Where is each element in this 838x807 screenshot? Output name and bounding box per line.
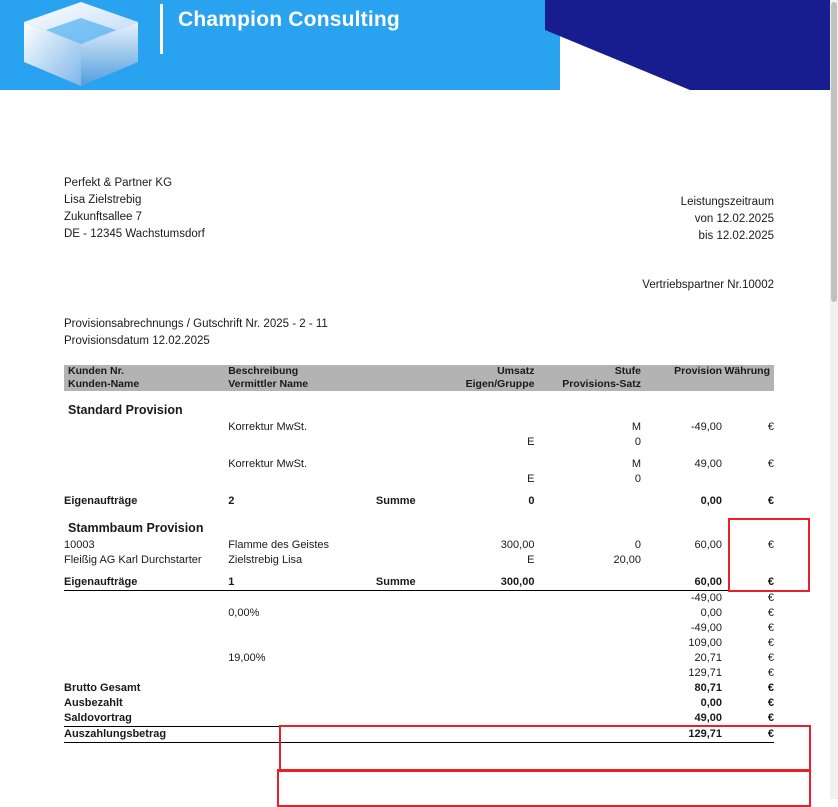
final-currency: € bbox=[767, 682, 774, 694]
section-title-row bbox=[64, 509, 774, 538]
totals-amount: -49,00 bbox=[690, 592, 723, 604]
cell-kunden-nr: 10003 bbox=[64, 539, 95, 551]
recipient-address bbox=[64, 175, 205, 243]
header-navy-chevron bbox=[545, 0, 838, 90]
totals-currency: € bbox=[767, 592, 774, 604]
spacer-cell bbox=[64, 568, 774, 575]
totals-blank-2 bbox=[435, 591, 534, 607]
final-blank-4 bbox=[534, 711, 641, 727]
totals-blank-3 bbox=[534, 651, 641, 666]
recipient-line-4: DE - 12345 Wachstumsdorf bbox=[64, 228, 205, 240]
totals-label bbox=[64, 621, 228, 636]
table-body bbox=[64, 391, 774, 743]
cell-provision: 49,00 bbox=[694, 458, 723, 470]
cell-beschreibung: Flamme des Geistes bbox=[228, 539, 330, 551]
totals-label bbox=[64, 651, 228, 666]
cell-beschreibung bbox=[228, 472, 376, 487]
totals-blank bbox=[376, 666, 435, 681]
th-umsatz: Umsatz bbox=[435, 365, 534, 378]
cell-waehrung: € bbox=[767, 539, 774, 551]
cell-kunden-nr bbox=[64, 457, 228, 472]
totals-label bbox=[64, 591, 228, 607]
totals-blank bbox=[376, 651, 435, 666]
cell-vermittler-name: Zielstrebig Lisa bbox=[228, 554, 303, 566]
section-title-standard: Standard Provision bbox=[68, 403, 183, 417]
cell-provision: 60,00 bbox=[694, 539, 723, 551]
final-label: Auszahlungsbetrag bbox=[64, 727, 228, 743]
summary-provision: 60,00 bbox=[641, 575, 722, 591]
cell-beschreibung bbox=[228, 435, 376, 450]
cell-blank bbox=[376, 420, 435, 435]
final-currency: € bbox=[722, 711, 774, 727]
cell-umsatz bbox=[435, 457, 534, 472]
table-row bbox=[64, 435, 774, 450]
totals-currency: € bbox=[767, 607, 774, 619]
cell-provision bbox=[641, 435, 722, 450]
summary-count: 2 bbox=[228, 495, 235, 507]
th-kunden-name: Kunden-Name bbox=[64, 378, 228, 391]
totals-amount: 109,00 bbox=[688, 637, 723, 649]
section-title-row bbox=[64, 391, 774, 420]
th-beschreibung: Beschreibung bbox=[228, 365, 376, 378]
cell-provisions-satz: 20,00 bbox=[613, 554, 641, 566]
final-row-auszahlungsbetrag bbox=[64, 727, 774, 743]
cell-kunden-name: Fleißig AG Karl Durchstarter bbox=[64, 554, 202, 566]
totals-label bbox=[64, 606, 228, 621]
cell-blank bbox=[376, 435, 435, 450]
totals-row bbox=[64, 621, 774, 636]
summary-provision: 0,00 bbox=[700, 495, 723, 507]
final-amount: 0,00 bbox=[700, 697, 723, 709]
partner-number: Vertriebspartner Nr.10002 bbox=[642, 279, 774, 291]
th-vermittler-name: Vermittler Name bbox=[228, 378, 376, 391]
cell-beschreibung: Korrektur MwSt. bbox=[228, 458, 308, 470]
totals-label bbox=[64, 636, 228, 651]
cell-provision bbox=[641, 472, 722, 487]
totals-currency: € bbox=[767, 622, 774, 634]
summary-sum-label: Summe bbox=[375, 495, 416, 507]
cell-waehrung bbox=[722, 472, 774, 487]
totals-amount: 129,71 bbox=[688, 667, 723, 679]
summary-label: Eigenaufträge bbox=[64, 495, 138, 507]
cell-blank bbox=[376, 538, 435, 553]
summary-empty bbox=[534, 494, 641, 509]
th-kunden-nr: Kunden Nr. bbox=[64, 365, 228, 378]
totals-blank-3 bbox=[534, 606, 641, 621]
summary-count: 1 bbox=[228, 575, 376, 591]
totals-rate bbox=[228, 621, 376, 636]
final-blank-2 bbox=[376, 696, 435, 711]
spacer-cell bbox=[64, 487, 774, 494]
table-row bbox=[64, 553, 774, 568]
totals-rate bbox=[228, 636, 376, 651]
cell-kunden-nr bbox=[64, 472, 228, 487]
totals-blank bbox=[376, 621, 435, 636]
totals-blank-2 bbox=[435, 606, 534, 621]
summary-label: Eigenaufträge bbox=[64, 575, 228, 591]
totals-blank-3 bbox=[534, 621, 641, 636]
th-waehrung-2 bbox=[722, 378, 774, 391]
final-blank-3 bbox=[435, 727, 534, 743]
cell-blank bbox=[376, 457, 435, 472]
table-header-row-1 bbox=[64, 365, 774, 378]
cell-waehrung: € bbox=[767, 421, 774, 433]
cell-provision bbox=[641, 553, 722, 568]
section-summary-row bbox=[64, 494, 774, 509]
final-blank-3 bbox=[435, 711, 534, 727]
totals-blank-2 bbox=[435, 666, 534, 681]
final-blank-2 bbox=[376, 711, 435, 727]
totals-rate: 0,00% bbox=[228, 607, 260, 619]
totals-rate bbox=[228, 591, 376, 607]
table-row bbox=[64, 457, 774, 472]
cell-eigen-gruppe: E bbox=[527, 554, 535, 566]
table-row bbox=[64, 472, 774, 487]
th-blank-2 bbox=[376, 378, 435, 391]
cell-umsatz bbox=[435, 420, 534, 435]
totals-row bbox=[64, 636, 774, 651]
table-row bbox=[64, 538, 774, 553]
header-divider bbox=[160, 4, 163, 54]
service-period bbox=[681, 194, 774, 245]
service-period-to: bis 12.02.2025 bbox=[698, 230, 774, 242]
final-blank-4 bbox=[534, 696, 641, 711]
document-meta bbox=[64, 316, 328, 350]
page-scrollbar[interactable] bbox=[830, 0, 838, 799]
totals-blank-2 bbox=[435, 651, 534, 666]
final-blank-4 bbox=[534, 727, 641, 743]
cell-provision: -49,00 bbox=[690, 421, 723, 433]
totals-row bbox=[64, 591, 774, 607]
section-summary-row bbox=[64, 575, 774, 591]
table-header-row-2 bbox=[64, 378, 774, 391]
summary-waehrung: € bbox=[767, 495, 774, 507]
th-eigen-gruppe: Eigen/Gruppe bbox=[435, 378, 534, 391]
final-blank-4 bbox=[534, 681, 641, 696]
cell-blank bbox=[376, 472, 435, 487]
spacer-row bbox=[64, 568, 774, 575]
summary-waehrung: € bbox=[722, 575, 774, 591]
final-label: Ausbezahlt bbox=[64, 697, 123, 709]
spacer-cell bbox=[64, 450, 774, 457]
company-title: Champion Consulting bbox=[178, 8, 400, 31]
cell-waehrung bbox=[722, 435, 774, 450]
final-currency: € bbox=[722, 727, 774, 743]
final-blank-2 bbox=[376, 681, 435, 696]
final-blank-2 bbox=[376, 727, 435, 743]
cell-umsatz: E bbox=[527, 473, 535, 485]
page-scrollbar-thumb[interactable] bbox=[831, 2, 837, 302]
totals-blank-2 bbox=[435, 636, 534, 651]
final-amount: 49,00 bbox=[641, 711, 722, 727]
spacer-row bbox=[64, 450, 774, 457]
recipient-line-3: Zukunftsallee 7 bbox=[64, 211, 142, 223]
final-blank-1 bbox=[228, 727, 376, 743]
document-date: Provisionsdatum 12.02.2025 bbox=[64, 335, 210, 347]
th-stufe: Stufe bbox=[534, 365, 641, 378]
final-amount: 129,71 bbox=[641, 727, 722, 743]
th-provision: Provision bbox=[641, 365, 722, 378]
final-amount: 80,71 bbox=[694, 682, 723, 694]
totals-row bbox=[64, 666, 774, 681]
recipient-line-2: Lisa Zielstrebig bbox=[64, 194, 142, 206]
final-row-ausbezahlt bbox=[64, 696, 774, 711]
totals-lower-highlight bbox=[277, 769, 811, 807]
cell-beschreibung: Korrektur MwSt. bbox=[228, 421, 308, 433]
totals-blank-3 bbox=[534, 636, 641, 651]
section-title-stammbaum: Stammbaum Provision bbox=[68, 521, 204, 535]
totals-blank-3 bbox=[534, 666, 641, 681]
recipient-line-1: Perfekt & Partner KG bbox=[64, 177, 173, 189]
cell-waehrung: € bbox=[767, 458, 774, 470]
totals-currency: € bbox=[767, 637, 774, 649]
cell-waehrung bbox=[722, 553, 774, 568]
summary-umsatz: 0 bbox=[528, 495, 535, 507]
totals-blank bbox=[376, 636, 435, 651]
table-row bbox=[64, 420, 774, 435]
commission-table bbox=[64, 365, 774, 743]
totals-rate: 19,00% bbox=[228, 652, 266, 664]
document-title: Provisionsabrechnungs / Gutschrift Nr. 2025 - 2 - 11 bbox=[64, 318, 328, 330]
final-row-brutto bbox=[64, 681, 774, 696]
service-period-from: von 12.02.2025 bbox=[694, 213, 774, 225]
th-blank bbox=[376, 365, 435, 378]
final-blank-3 bbox=[435, 681, 534, 696]
cell-stufe: 0 bbox=[634, 473, 641, 485]
commission-table-wrapper bbox=[64, 365, 774, 743]
final-row-saldovortrag bbox=[64, 711, 774, 727]
cell-kunden-nr bbox=[64, 420, 228, 435]
totals-amount: 0,00 bbox=[700, 607, 723, 619]
summary-empty bbox=[534, 575, 641, 591]
summary-sum-label: Summe bbox=[376, 575, 435, 591]
totals-currency: € bbox=[767, 667, 774, 679]
th-waehrung: Währung bbox=[722, 365, 774, 378]
spacer-row bbox=[64, 487, 774, 494]
cube-logo bbox=[16, 0, 146, 90]
totals-amount: 20,71 bbox=[694, 652, 723, 664]
final-label: Brutto Gesamt bbox=[64, 682, 141, 694]
totals-currency: € bbox=[767, 652, 774, 664]
final-blank-1 bbox=[228, 681, 376, 696]
totals-rate bbox=[228, 666, 376, 681]
cell-umsatz: E bbox=[527, 436, 535, 448]
th-provisions-satz: Provisions-Satz bbox=[534, 378, 641, 391]
final-blank-3 bbox=[435, 696, 534, 711]
document-header bbox=[0, 0, 838, 97]
service-period-label: Leistungszeitraum bbox=[680, 196, 774, 208]
cell-stufe: 0 bbox=[634, 539, 641, 551]
cell-kunden-nr bbox=[64, 435, 228, 450]
totals-row bbox=[64, 651, 774, 666]
totals-blank bbox=[376, 591, 435, 607]
final-blank-1 bbox=[228, 711, 376, 727]
summary-umsatz: 300,00 bbox=[435, 575, 534, 591]
final-blank-1 bbox=[228, 696, 376, 711]
totals-amount: -49,00 bbox=[690, 622, 723, 634]
final-label: Saldovortrag bbox=[64, 711, 228, 727]
final-currency: € bbox=[767, 697, 774, 709]
cell-stufe: 0 bbox=[634, 436, 641, 448]
cell-blank bbox=[376, 553, 435, 568]
th-provision-2 bbox=[641, 378, 722, 391]
totals-blank-2 bbox=[435, 621, 534, 636]
cell-stufe: M bbox=[631, 458, 641, 470]
totals-row bbox=[64, 606, 774, 621]
totals-blank bbox=[376, 606, 435, 621]
totals-label bbox=[64, 666, 228, 681]
cell-stufe: M bbox=[631, 421, 641, 433]
totals-blank-3 bbox=[534, 591, 641, 607]
cell-umsatz: 300,00 bbox=[500, 539, 535, 551]
table-header bbox=[64, 365, 774, 391]
